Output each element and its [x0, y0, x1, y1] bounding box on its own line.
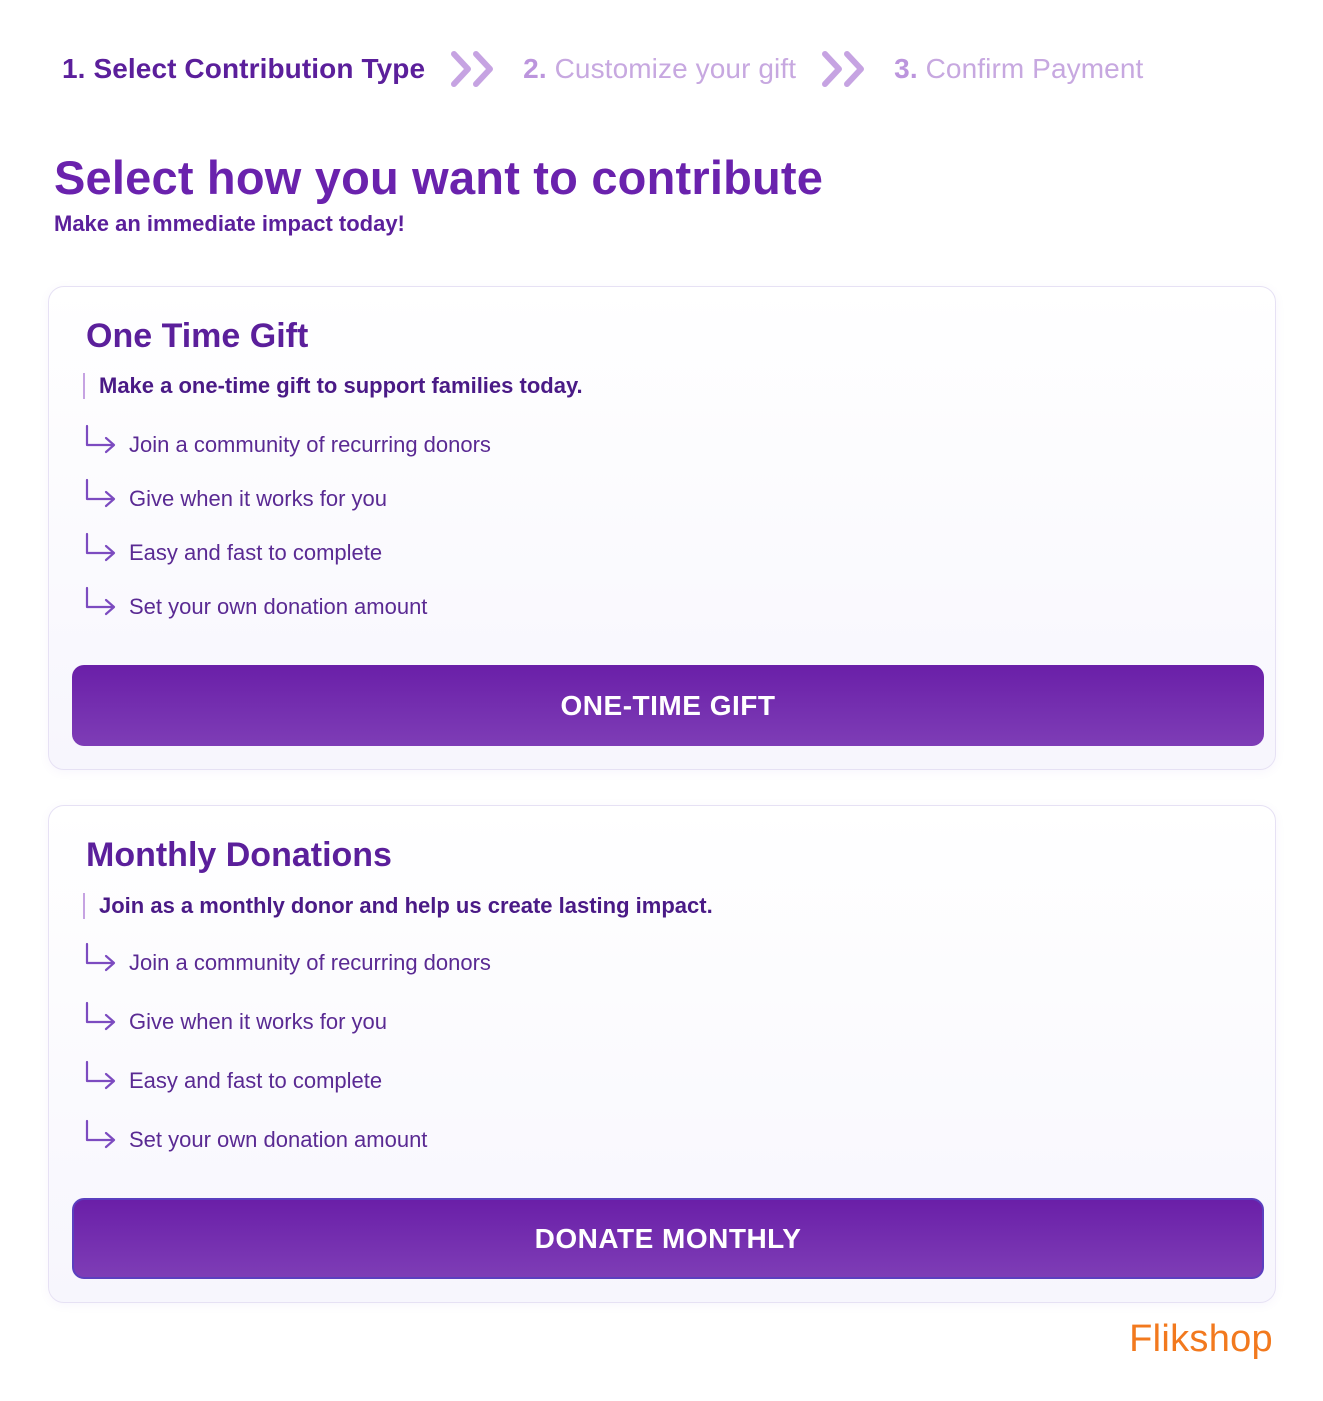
feature-text: Join a community of recurring donors	[129, 950, 491, 975]
card-title: One Time Gift	[86, 317, 309, 355]
list-item	[83, 1059, 491, 1118]
feature-text: Easy and fast to complete	[129, 540, 383, 565]
card-description: Make a one-time gift to support families today.	[83, 373, 583, 399]
turn-down-right-arrow-icon	[83, 1118, 123, 1154]
step-2[interactable]	[523, 53, 796, 85]
one-time-gift-card	[48, 286, 1276, 770]
turn-down-right-arrow-icon	[83, 585, 123, 621]
step-2-number: 2.	[523, 53, 547, 84]
feature-text: Easy and fast to complete	[129, 1068, 383, 1093]
turn-down-right-arrow-icon	[83, 1059, 123, 1095]
step-3-label: Confirm Payment	[925, 53, 1144, 84]
step-1-label: Select Contribution Type	[93, 53, 426, 84]
turn-down-right-arrow-icon	[83, 477, 123, 513]
feature-text: Join a community of recurring donors	[129, 432, 491, 457]
step-1[interactable]	[62, 53, 425, 85]
step-1-number: 1.	[62, 53, 86, 84]
page-subtitle: Make an immediate impact today!	[54, 211, 405, 236]
step-3[interactable]	[894, 53, 1143, 85]
list-item	[83, 585, 491, 639]
turn-down-right-arrow-icon	[83, 423, 123, 459]
double-chevron-right-icon	[820, 49, 872, 89]
double-chevron-right-icon	[449, 49, 501, 89]
turn-down-right-arrow-icon	[83, 531, 123, 567]
card-title: Monthly Donations	[86, 836, 392, 874]
step-3-number: 3.	[894, 53, 918, 84]
feature-text: Give when it works for you	[129, 1009, 387, 1034]
monthly-donations-card	[48, 805, 1276, 1303]
donate-monthly-button[interactable]: DONATE MONTHLY	[72, 1198, 1264, 1279]
one-time-gift-button[interactable]: ONE-TIME GIFT	[72, 665, 1264, 746]
feature-list	[83, 423, 491, 639]
feature-list	[83, 941, 491, 1177]
feature-text: Set your own donation amount	[129, 1127, 428, 1152]
turn-down-right-arrow-icon	[83, 941, 123, 977]
step-2-label: Customize your gift	[554, 53, 797, 84]
card-description: Join as a monthly donor and help us create lasting impact.	[83, 893, 713, 919]
list-item	[83, 941, 491, 1000]
progress-stepper	[62, 44, 1143, 94]
list-item	[83, 477, 491, 531]
brand-logo: Flikshop	[1129, 1318, 1273, 1360]
list-item	[83, 531, 491, 585]
turn-down-right-arrow-icon	[83, 1000, 123, 1036]
page-title: Select how you want to contribute	[54, 151, 824, 204]
list-item	[83, 1118, 491, 1177]
feature-text: Set your own donation amount	[129, 594, 428, 619]
list-item	[83, 423, 491, 477]
list-item	[83, 1000, 491, 1059]
feature-text: Give when it works for you	[129, 486, 387, 511]
